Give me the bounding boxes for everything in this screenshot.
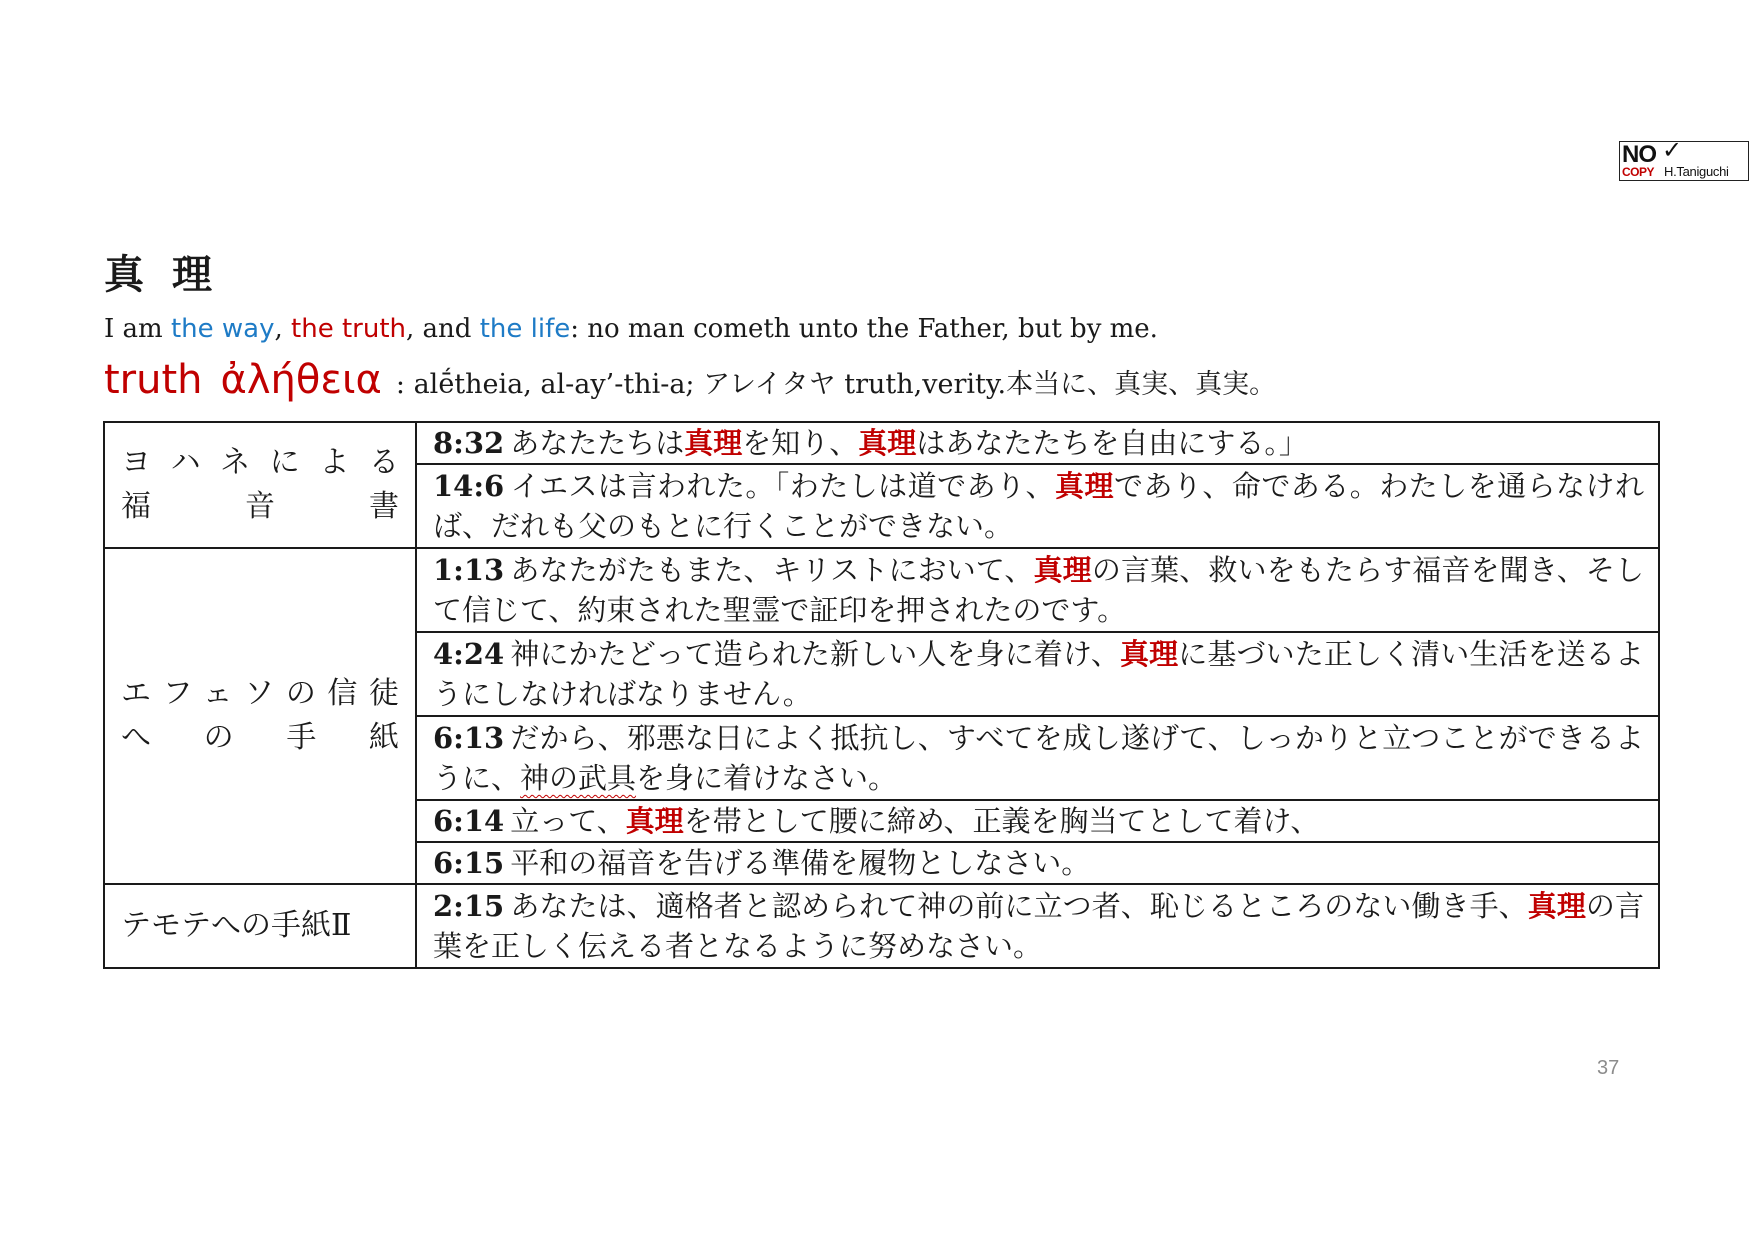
verse-text: であり、命である。わたしを通らなければ、だれも父のもとに行くことができない。 [433, 469, 1644, 543]
highlight-truth: 真理 [1033, 553, 1092, 587]
verse-part-1: I am [104, 314, 171, 344]
verse-text: の言葉、救いをもたらす福音を聞き、そして信じて、約束された聖霊で証印を押されたのです。 [433, 553, 1644, 627]
verse-ref: 8:32 [433, 426, 505, 460]
highlight-truth: 真理 [684, 426, 743, 460]
book-timothy [104, 884, 416, 968]
no-copy-logo [1619, 137, 1749, 181]
highlight-truth: 真理 [1527, 889, 1586, 923]
verse-rest: : no man cometh unto the Father, but by me. [570, 314, 1158, 344]
verse-the-way: the way [170, 314, 275, 344]
book-ephesians [104, 548, 416, 884]
verse-text: 平和の福音を告げる準備を履物としなさい。 [510, 846, 1091, 880]
verse-text: の言葉を正しく伝える者となるように努めなさい。 [433, 889, 1644, 963]
greek-definition-line [104, 355, 1276, 413]
verse-ref: 1:13 [433, 553, 505, 587]
verse-sep-2: , and [406, 314, 480, 344]
verse-ref: 6:14 [433, 804, 505, 838]
highlight-truth: 真理 [1055, 469, 1114, 503]
scripture-verse [104, 311, 1158, 347]
verse-cell [416, 464, 1659, 548]
verse-cell [416, 716, 1659, 800]
verse-sep-1: , [274, 314, 292, 344]
armor-of-god-text: 神の武具 [520, 761, 637, 795]
logo-copy-text: COPY [1622, 165, 1655, 179]
verse-text: あなたがたもまた、キリストにおいて、 [510, 553, 1034, 587]
verse-text: はあなたたちを自由にする。」 [916, 426, 1308, 460]
word-definition: : alḗtheia, al-ay’-thi-a; アレイタヤ truth,verity.本当に、真実、真実。 [395, 369, 1277, 400]
verse-text: 立って、 [510, 804, 626, 838]
table-row [104, 884, 1659, 968]
verse-cell [416, 884, 1659, 968]
logo-no-text: NO [1622, 141, 1656, 168]
logo-author-name: H.Taniguchi [1664, 164, 1729, 179]
verse-cell [416, 800, 1659, 842]
page-title: 真理 [104, 252, 240, 298]
verse-cell [416, 842, 1659, 884]
book-name-line: エフェソの信徒 [121, 676, 399, 711]
book-john [104, 422, 416, 548]
verse-cell [416, 422, 1659, 464]
greek-word: ἀλήθεια [220, 357, 382, 403]
table-row [104, 548, 1659, 632]
table-row [104, 422, 1659, 464]
verse-the-truth: the truth [291, 314, 406, 344]
verse-text: イエスは言われた。「わたしは道であり、 [510, 469, 1056, 503]
verse-text: を帯として腰に締め、正義を胸当てとして着け、 [683, 804, 1320, 838]
english-word: truth [104, 357, 203, 403]
verse-the-life: the life [479, 314, 571, 344]
verse-cell [416, 548, 1659, 632]
verse-ref: 14:6 [433, 469, 505, 503]
verse-text: 神にかたどって造られた新しい人を身に着け、 [510, 637, 1121, 671]
scripture-references-table [103, 421, 1660, 969]
verse-ref: 6:13 [433, 721, 505, 755]
highlight-truth: 真理 [625, 804, 684, 838]
verse-ref: 4:24 [433, 637, 505, 671]
highlight-truth: 真理 [1120, 637, 1179, 671]
verse-text: を知り、 [742, 426, 859, 460]
page-number: 37 [1597, 1057, 1620, 1079]
book-name-line: ヨハネによる [121, 445, 399, 480]
verse-text: に基づいた正しく清い生活を送るようにしなければなりません。 [433, 637, 1644, 711]
verse-ref: 6:15 [433, 846, 505, 880]
verse-text: あなたたちは [510, 426, 685, 460]
book-name-line: への手紙 [121, 720, 399, 755]
logo-check-mark: ✓ [1662, 137, 1683, 164]
book-name-line: 福音書 [121, 489, 399, 524]
book-name-line: テモテへの手紙Ⅱ [121, 908, 352, 943]
verse-text: だから、邪悪な日によく抵抗し、すべてを成し遂げて、しっかりと立つことができるように、 [433, 721, 1644, 795]
verse-text: を身に着けなさい。 [636, 761, 898, 795]
verse-ref: 2:15 [433, 889, 505, 923]
verse-text: あなたは、適格者と認められて神の前に立つ者、恥じるところのない働き手、 [510, 889, 1528, 923]
verse-cell [416, 632, 1659, 716]
highlight-truth: 真理 [858, 426, 917, 460]
